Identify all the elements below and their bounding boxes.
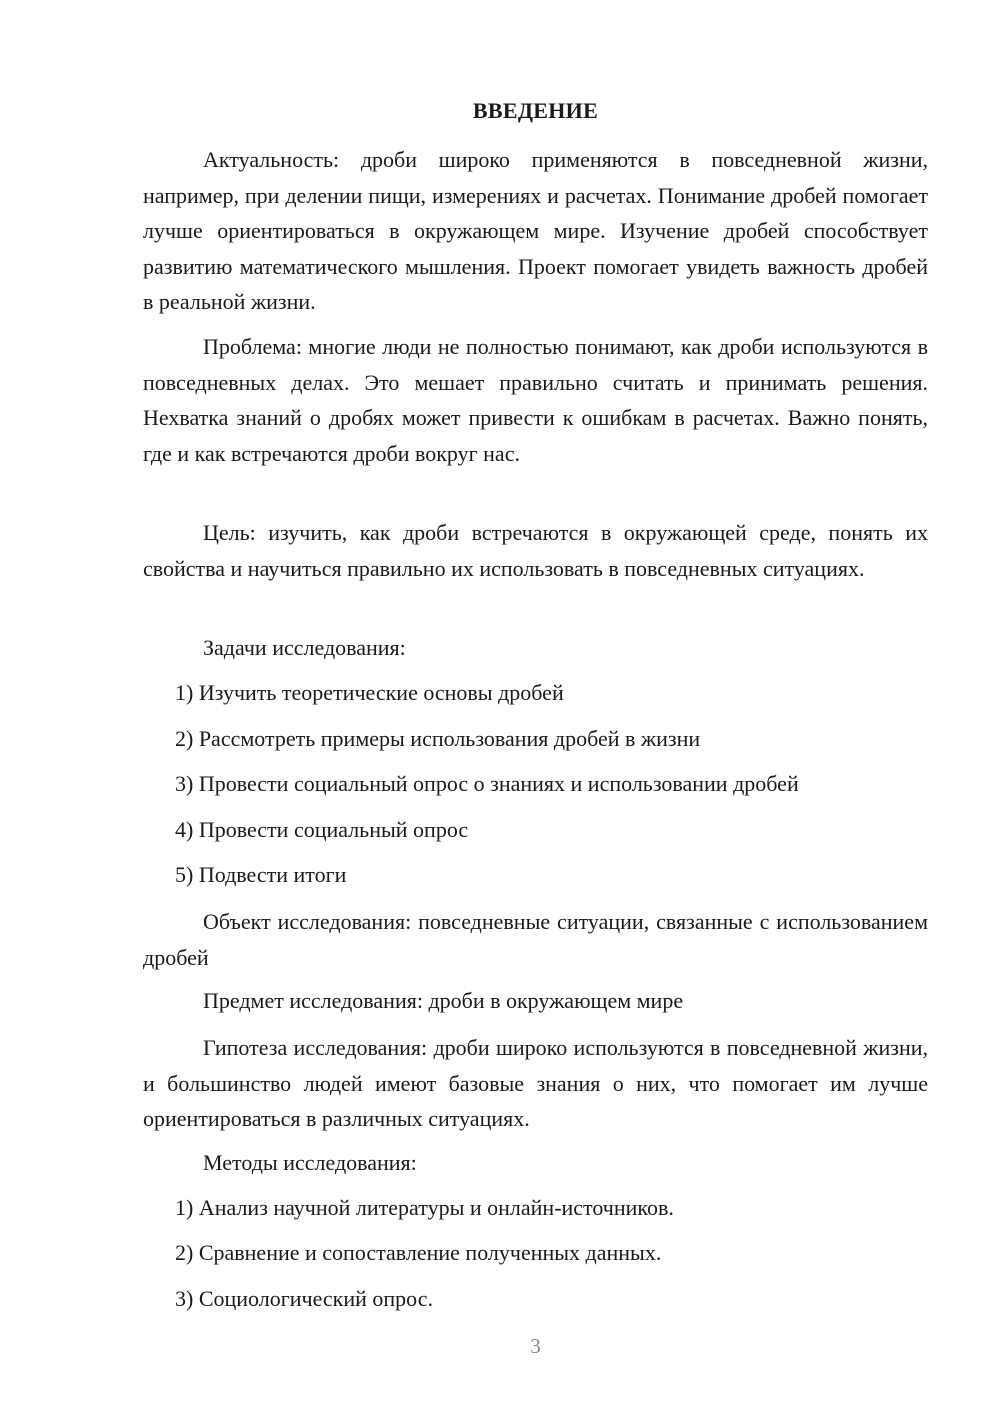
task-item: 3) Провести социальный опрос о знаниях и использовании дробей	[175, 771, 799, 796]
object-paragraph: Объект исследования: повседневные ситуации, связанные с использованием дробей	[143, 909, 928, 970]
relevance-paragraph: Актуальность: дроби широко применяются в повседневной жизни, например, при делении пищи, измерениях и расчетах. Понимание дробей помогает лучше ориентироваться в окружающем мире. Изучение дробей способствует развитию математического мышления. Проект помогает увидеть важность дробей в реальной жизни.	[143, 147, 928, 314]
subject-line: Предмет исследования: дроби в окружающем мире	[203, 988, 684, 1013]
task-item: 2) Рассмотреть примеры использования дробей в жизни	[175, 726, 701, 751]
methods-heading: Методы исследования:	[203, 1150, 417, 1175]
goal-paragraph: Цель: изучить, как дроби встречаются в окружающей среде, понять их свойства и научиться правильно их использовать в повседневных ситуациях.	[143, 520, 928, 581]
method-item: 2) Сравнение и сопоставление полученных данных.	[175, 1240, 662, 1265]
method-item: 3) Социологический опрос.	[175, 1286, 433, 1311]
task-item: 1) Изучить теоретические основы дробей	[175, 680, 564, 705]
document-page	[143, 0, 928, 1414]
page-number: 3	[530, 1334, 541, 1358]
problem-paragraph: Проблема: многие люди не полностью понимают, как дроби используются в повседневных делах. Это мешает правильно считать и принимать решения. Нехватка знаний о дробях может привести к ошибкам в расчетах. Важно понять, где и как встречаются дроби вокруг нас.	[143, 334, 928, 466]
hypothesis-paragraph: Гипотеза исследования: дроби широко используются в повседневной жизни, и большинство людей имеют базовые знания о них, что помогает им лучше ориентироваться в различных ситуациях.	[143, 1035, 928, 1131]
method-item: 1) Анализ научной литературы и онлайн-источников.	[175, 1195, 674, 1220]
tasks-heading: Задачи исследования:	[203, 635, 406, 660]
page-title: ВВЕДЕНИЕ	[472, 98, 599, 123]
task-item: 5) Подвести итоги	[175, 862, 347, 887]
task-item: 4) Провести социальный опрос	[175, 817, 469, 842]
